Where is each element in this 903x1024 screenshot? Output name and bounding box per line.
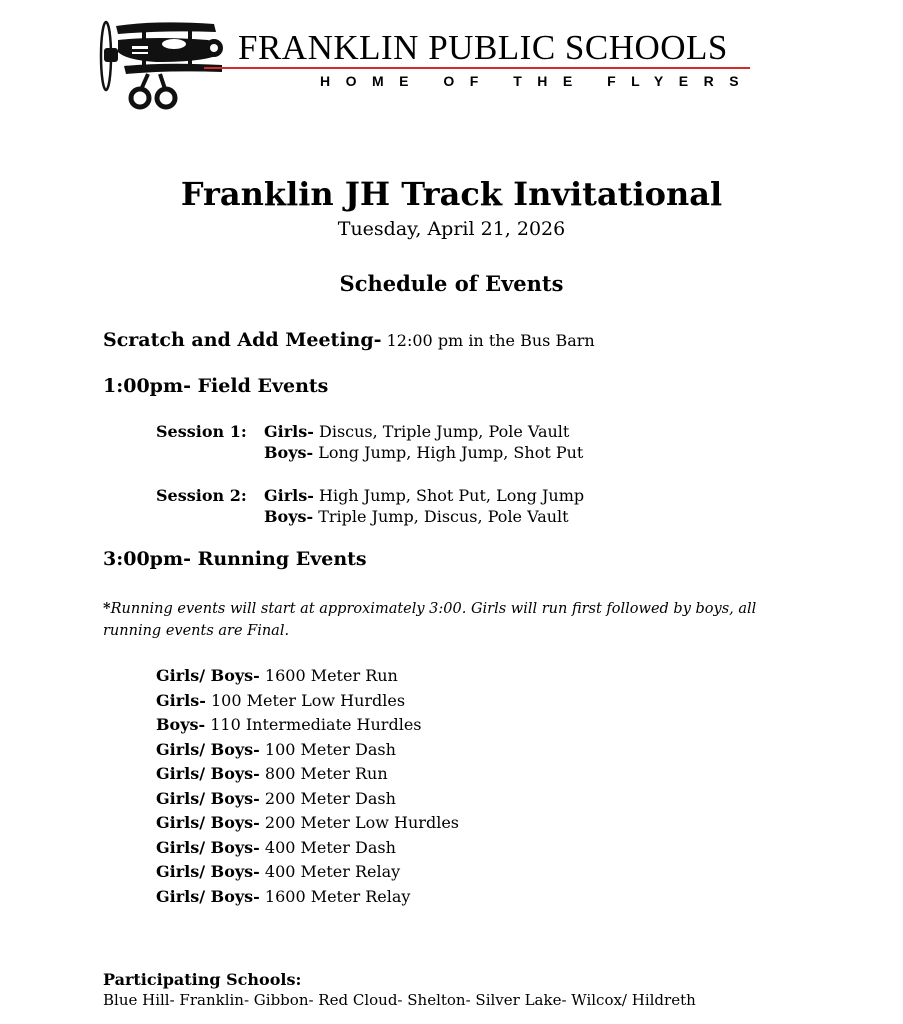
list-item — [156, 838, 459, 863]
participating-schools-label: Participating Schools: — [103, 970, 302, 989]
note-asterisk: * — [103, 600, 111, 617]
event-date: Tuesday, April 21, 2026 — [337, 218, 566, 240]
note-text: Running events will start at approximately 3:00. Girls will run first followed by boys, all running events are Final. — [103, 601, 757, 639]
event-list: Discus, Triple Jump, Pole Vault — [313, 422, 570, 441]
event-name: 110 Intermediate Hurdles — [205, 715, 422, 734]
header-divider — [204, 67, 750, 69]
participant-label: Girls/ Boys- — [156, 788, 260, 808]
event-list: Long Jump, High Jump, Shot Put — [313, 443, 584, 462]
participant-label: Girls- — [156, 690, 206, 710]
event-name: 1600 Meter Run — [259, 666, 398, 685]
list-item — [156, 740, 459, 765]
participant-label: Boys- — [156, 715, 206, 734]
school-header — [96, 18, 756, 113]
biplane-icon — [96, 18, 236, 113]
session-1-boys — [264, 443, 583, 462]
scratch-meeting — [103, 329, 595, 351]
event-name: 400 Meter Relay — [259, 862, 401, 881]
page-title: Franklin JH Track Invitational — [180, 175, 723, 213]
event-list: High Jump, Shot Put, Long Jump — [313, 486, 585, 505]
event-name: 200 Meter Low Hurdles — [259, 813, 459, 832]
session-1-girls — [264, 422, 569, 441]
girls-label: Girls- — [264, 486, 314, 505]
running-events-list — [156, 666, 459, 911]
scratch-meeting-label: Scratch and Add Meeting- — [103, 329, 382, 351]
participant-label: Girls/ Boys- — [156, 862, 260, 881]
list-item — [156, 666, 459, 691]
boys-label: Boys- — [264, 443, 314, 462]
school-name: FRANKLIN PUBLIC SCHOOLS — [238, 28, 728, 67]
event-name: 100 Meter Low Hurdles — [205, 690, 406, 710]
list-item — [156, 764, 459, 789]
participant-label: Girls/ Boys- — [156, 837, 260, 857]
girls-label: Girls- — [264, 422, 314, 441]
running-events-heading: 3:00pm- Running Events — [103, 548, 367, 570]
list-item — [156, 691, 459, 716]
field-events-heading: 1:00pm- Field Events — [103, 375, 329, 397]
event-name: 200 Meter Dash — [259, 788, 396, 808]
running-events-note — [103, 598, 783, 642]
scratch-meeting-detail: 12:00 pm in the Bus Barn — [381, 331, 595, 350]
participant-label: Girls/ Boys- — [156, 764, 260, 783]
event-name: 400 Meter Dash — [259, 837, 396, 857]
session-2-girls — [264, 486, 584, 505]
list-item — [156, 715, 459, 740]
session-2-label: Session 2: — [156, 486, 247, 505]
participant-label: Girls/ Boys- — [156, 739, 260, 759]
boys-label: Boys- — [264, 507, 314, 526]
participant-label: Girls/ Boys- — [156, 666, 260, 685]
event-name: 1600 Meter Relay — [259, 886, 411, 906]
school-tagline: HOME OF THE FLYERS — [320, 73, 755, 89]
participant-label: Girls/ Boys- — [156, 813, 260, 832]
event-list: Triple Jump, Discus, Pole Vault — [313, 507, 569, 526]
schedule-heading: Schedule of Events — [339, 271, 564, 296]
participating-schools-list: Blue Hill- Franklin- Gibbon- Red Cloud- Shelton- Silver Lake- Wilcox/ Hildreth — [103, 991, 696, 1009]
list-item — [156, 887, 459, 912]
event-name: 800 Meter Run — [259, 764, 388, 783]
event-name: 100 Meter Dash — [259, 739, 396, 759]
session-1-label: Session 1: — [156, 422, 247, 441]
participant-label: Girls/ Boys- — [156, 886, 260, 906]
list-item — [156, 862, 459, 887]
session-2-boys — [264, 507, 569, 526]
list-item — [156, 813, 459, 838]
list-item — [156, 789, 459, 814]
